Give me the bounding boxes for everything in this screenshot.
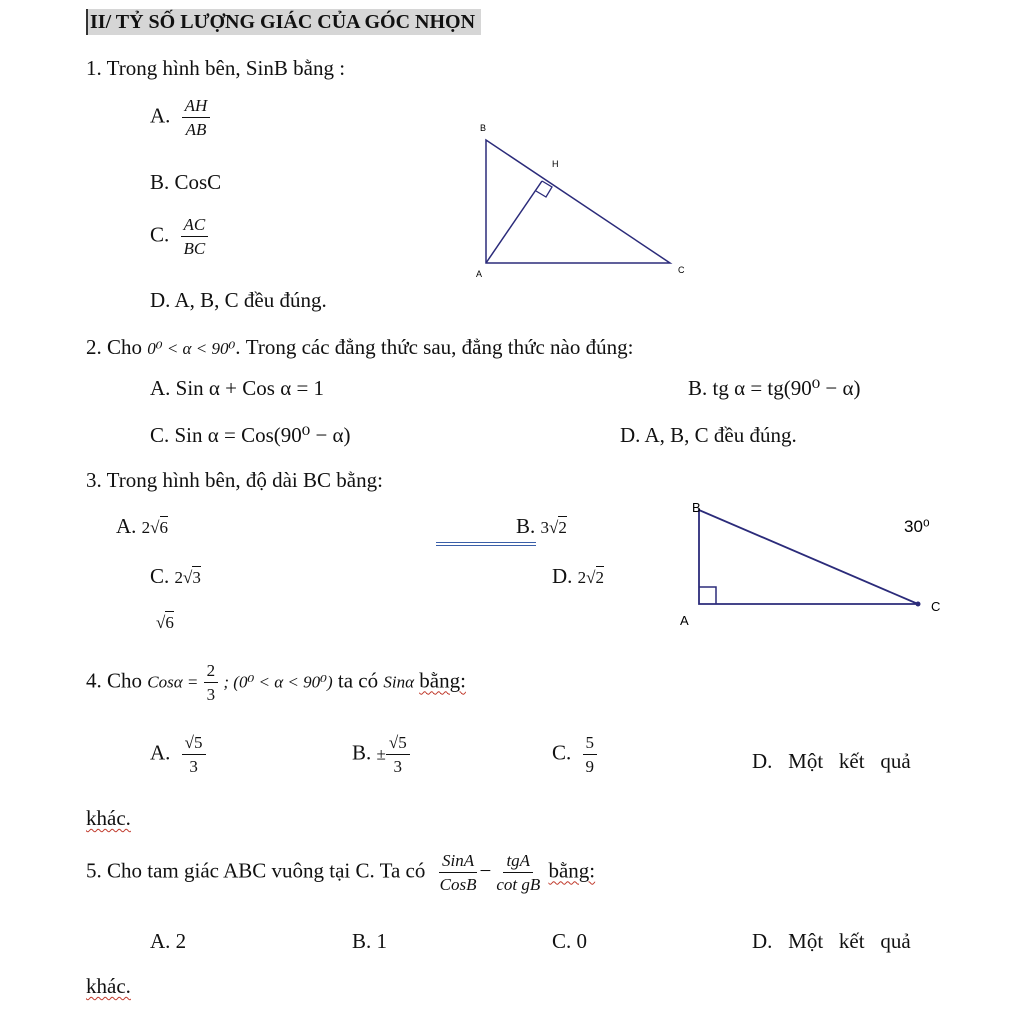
q4-cos-denominator: 3	[206, 685, 216, 704]
q4-a-fraction	[182, 734, 206, 775]
q4-option-d: D. Một kết quả	[752, 749, 911, 773]
q1-option-c-fraction	[181, 216, 209, 257]
q1-a-numerator: AH	[182, 97, 211, 118]
q1-option-b: B. CosC	[150, 170, 222, 194]
q3-a-label: A.	[116, 514, 137, 538]
double-underline-mark	[436, 538, 536, 546]
q5-option-a: A. 2	[150, 929, 187, 953]
q2-option-d: D. A, B, C đều đúng.	[620, 423, 797, 447]
q3-c-value: 2√3	[174, 568, 201, 587]
q5-text: 5. Cho tam giác ABC vuông tại C. Ta có	[86, 858, 426, 883]
q4-cos-fraction	[204, 662, 219, 703]
q4-label: 4. Cho	[86, 668, 143, 693]
q3-fig-label-c: C	[931, 599, 941, 614]
q4-option-d-continued: khác.	[86, 806, 131, 830]
question-3-text: 3. Trong hình bên, độ dài BC bằng:	[86, 468, 383, 492]
q3-fig-angle: 30⁰	[904, 517, 930, 536]
question-5-text	[86, 852, 595, 893]
q3-triangle	[699, 510, 918, 604]
question-4-text	[86, 662, 466, 703]
q1-option-c-label: C.	[150, 222, 170, 247]
q3-b-value: 3√2	[540, 518, 567, 537]
q4-option-a	[150, 734, 206, 775]
q5-f1-denominator: CosB	[439, 875, 477, 894]
q5-option-d-continued: khác.	[86, 974, 131, 998]
q1-option-d: D. A, B, C đều đúng.	[150, 288, 327, 312]
q1-a-denominator: AB	[185, 120, 207, 139]
q1-option-a-label: A.	[150, 103, 171, 128]
q4-cos-lhs: Cosα =	[147, 672, 199, 692]
q5-f2-denominator: cot gB	[496, 875, 541, 894]
q5-option-b: B. 1	[352, 929, 388, 953]
q3-c-label: C.	[150, 564, 170, 588]
section-heading: II/ TỶ SỐ LƯỢNG GIÁC CỦA GÓC NHỌN	[86, 9, 481, 35]
q2-option-a: A. Sin α + Cos α = 1	[150, 376, 325, 400]
q3-d-value: 2√2	[577, 568, 605, 587]
q1-c-denominator: BC	[183, 239, 206, 258]
q1-fig-label-h: H	[552, 159, 559, 169]
q5-fraction-1	[437, 852, 480, 893]
q2-option-b: B. tg α = tg(90⁰ − α)	[688, 376, 861, 400]
q4-c-fraction	[583, 734, 598, 775]
q2-label: 2. Cho	[86, 335, 143, 359]
q1-option-a-fraction	[182, 97, 211, 138]
question-1-text: 1. Trong hình bên, SinB bằng :	[86, 56, 346, 80]
q4-b-numerator: √5	[386, 734, 410, 755]
q4-b-denominator: 3	[393, 757, 403, 776]
q3-option-b	[516, 516, 567, 537]
q2-rest: . Trong các đẳng thức sau, đẳng thức nào đúng:	[235, 335, 634, 359]
q4-a-numerator: √5	[182, 734, 206, 755]
q5-minus: −	[479, 858, 492, 883]
q4-b-fraction	[386, 734, 410, 775]
q5-f2-numerator: tgA	[503, 852, 533, 873]
q3-point-c	[916, 602, 921, 607]
q5-f1-numerator: SinA	[439, 852, 477, 873]
q1-fig-label-b: B	[480, 123, 487, 133]
q1-fig-label-c: C	[678, 265, 685, 275]
q3-a-value: 2√6	[141, 518, 169, 537]
q3-extra-value: √6	[156, 613, 174, 632]
q2-option-c: C. Sin α = Cos(90⁰ − α)	[150, 423, 351, 447]
q4-a-denominator: 3	[189, 757, 198, 776]
q3-d-label: D.	[552, 564, 573, 588]
q3-right-angle-mark	[699, 587, 716, 604]
q4-a-label: A.	[150, 740, 171, 765]
q1-triangle	[486, 140, 670, 263]
q3-triangle-figure	[668, 498, 958, 633]
q4-sin: Sinα	[383, 672, 414, 692]
q4-c-label: C.	[552, 740, 572, 765]
question-2-text	[86, 337, 633, 358]
q4-option-c	[552, 734, 597, 775]
q1-option-c	[150, 216, 208, 257]
q5-fraction-2	[493, 852, 543, 893]
q1-c-numerator: AC	[181, 216, 209, 237]
q1-altitude-ah	[486, 181, 542, 263]
q3-fig-label-a: A	[680, 613, 689, 628]
q3-option-a	[116, 516, 168, 537]
q1-fig-label-a: A	[476, 269, 483, 279]
q4-rest1: ta có	[337, 668, 379, 693]
q3-fig-label-b: B	[692, 500, 701, 515]
q4-b-plus-minus: ±	[376, 744, 386, 764]
q4-c-numerator: 5	[583, 734, 598, 755]
q5-option-c: C. 0	[552, 929, 588, 953]
q4-b-label: B.	[352, 740, 372, 765]
q4-rest2: bằng:	[419, 668, 466, 693]
q3-option-c	[150, 566, 201, 587]
q4-cos-numerator: 2	[204, 662, 219, 683]
q1-triangle-figure	[460, 115, 700, 295]
q3-option-d	[552, 566, 604, 587]
q5-option-d: D. Một kết quả	[752, 929, 911, 953]
q3-b-label: B.	[516, 514, 536, 538]
q5-rest: bằng:	[548, 858, 596, 883]
q1-option-a	[150, 97, 210, 138]
q4-condition: ; (0⁰ < α < 90⁰)	[223, 672, 333, 692]
q2-condition: 0⁰ < α < 90⁰	[147, 339, 236, 358]
q4-c-denominator: 9	[585, 757, 595, 776]
q4-option-b	[352, 734, 410, 775]
